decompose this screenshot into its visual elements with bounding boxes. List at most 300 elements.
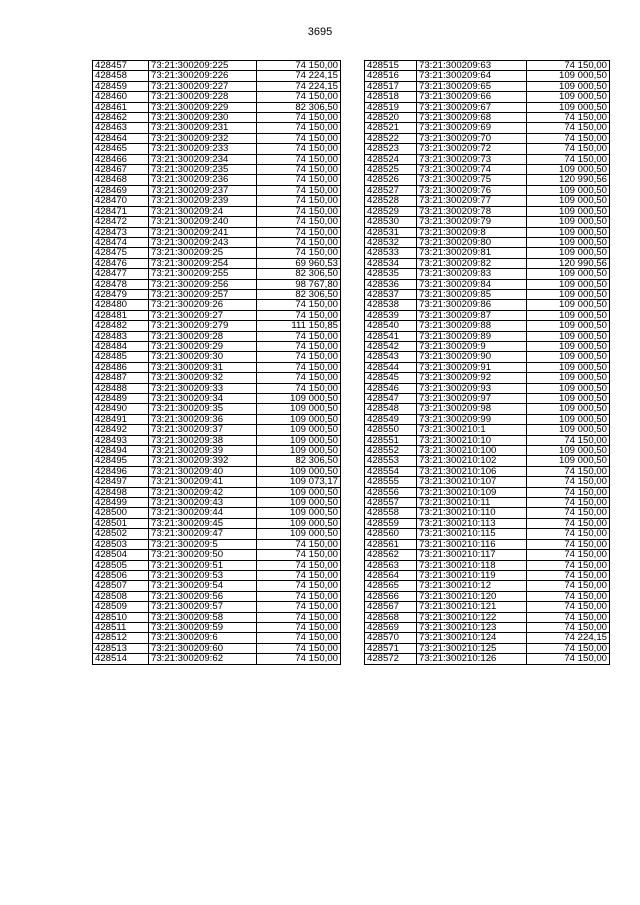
- row-number-cell: 428477: [93, 269, 149, 279]
- row-number-cell: 428460: [93, 92, 149, 102]
- value-cell: 74 150,00: [527, 508, 610, 518]
- value-cell: 109 000,50: [527, 279, 610, 289]
- cadastral-number-cell: 73:21:300209:25: [149, 248, 257, 258]
- row-number-cell: 428523: [365, 144, 417, 154]
- cadastral-number-cell: 73:21:300209:57: [149, 602, 257, 612]
- row-number-cell: 428474: [93, 237, 149, 247]
- value-cell: 82 306,50: [257, 456, 341, 466]
- cadastral-number-cell: 73:21:300210:124: [417, 633, 527, 643]
- cadastral-number-cell: 73:21:300209:93: [417, 383, 527, 393]
- table-row: [93, 518, 341, 528]
- cadastral-number-cell: 73:21:300209:35: [149, 404, 257, 414]
- cadastral-number-cell: 73:21:300209:392: [149, 456, 257, 466]
- row-number-cell: 428525: [365, 165, 417, 175]
- row-number-cell: 428492: [93, 425, 149, 435]
- row-number-cell: 428500: [93, 508, 149, 518]
- value-cell: 74 150,00: [257, 362, 341, 372]
- row-number-cell: 428491: [93, 414, 149, 424]
- cadastral-number-cell: 73:21:300210:117: [417, 550, 527, 560]
- row-number-cell: 428510: [93, 612, 149, 622]
- table-row: [93, 123, 341, 133]
- value-cell: 74 150,00: [527, 154, 610, 164]
- table-row: [365, 133, 610, 143]
- table-row: [93, 581, 341, 591]
- cadastral-number-cell: 73:21:300209:74: [417, 165, 527, 175]
- row-number-cell: 428482: [93, 321, 149, 331]
- cadastral-number-cell: 73:21:300209:229: [149, 102, 257, 112]
- row-number-cell: 428498: [93, 487, 149, 497]
- table-row: [365, 633, 610, 643]
- value-cell: 120 990,56: [527, 175, 610, 185]
- table-row: [365, 269, 610, 279]
- table-row: [93, 217, 341, 227]
- value-cell: 109 000,50: [527, 217, 610, 227]
- value-cell: 74 150,00: [257, 539, 341, 549]
- value-cell: 109 000,50: [527, 248, 610, 258]
- row-number-cell: 428459: [93, 81, 149, 91]
- row-number-cell: 428457: [93, 61, 149, 71]
- row-number-cell: 428479: [93, 289, 149, 299]
- cadastral-number-cell: 73:21:300209:63: [417, 61, 527, 71]
- row-number-cell: 428485: [93, 352, 149, 362]
- row-number-cell: 428486: [93, 362, 149, 372]
- table-row: [93, 477, 341, 487]
- cadastral-number-cell: 73:21:300209:81: [417, 248, 527, 258]
- cadastral-number-cell: 73:21:300209:47: [149, 529, 257, 539]
- value-cell: 74 150,00: [257, 560, 341, 570]
- value-cell: 109 000,50: [527, 456, 610, 466]
- value-cell: 109 000,50: [527, 102, 610, 112]
- table-row: [365, 102, 610, 112]
- cadastral-number-cell: 73:21:300209:72: [417, 144, 527, 154]
- table-row: [365, 394, 610, 404]
- row-number-cell: 428508: [93, 591, 149, 601]
- table-row: [365, 185, 610, 195]
- value-cell: 74 150,00: [527, 602, 610, 612]
- row-number-cell: 428524: [365, 154, 417, 164]
- table-row: [93, 456, 341, 466]
- cadastral-number-cell: 73:21:300209:235: [149, 165, 257, 175]
- value-cell: 109 000,50: [527, 352, 610, 362]
- value-cell: 74 150,00: [527, 560, 610, 570]
- value-cell: 74 150,00: [257, 61, 341, 71]
- row-number-cell: 428552: [365, 446, 417, 456]
- table-row: [93, 258, 341, 268]
- table-row: [365, 92, 610, 102]
- cadastral-number-cell: 73:21:300210:115: [417, 529, 527, 539]
- table-row: [365, 237, 610, 247]
- row-number-cell: 428521: [365, 123, 417, 133]
- value-cell: 74 150,00: [257, 300, 341, 310]
- value-cell: 74 150,00: [527, 539, 610, 549]
- row-number-cell: 428516: [365, 71, 417, 81]
- value-cell: 109 000,50: [257, 466, 341, 476]
- table-row: [93, 591, 341, 601]
- value-cell: 74 150,00: [257, 227, 341, 237]
- page-number: 3695: [307, 26, 333, 38]
- value-cell: 109 000,50: [527, 81, 610, 91]
- value-cell: 109 000,50: [257, 404, 341, 414]
- value-cell: 109 000,50: [527, 227, 610, 237]
- table-row: [365, 61, 610, 71]
- table-row: [365, 550, 610, 560]
- value-cell: 74 150,00: [257, 196, 341, 206]
- cadastral-number-cell: 73:21:300210:122: [417, 612, 527, 622]
- value-cell: 74 150,00: [527, 518, 610, 528]
- value-cell: 109 000,50: [257, 487, 341, 497]
- row-number-cell: 428558: [365, 508, 417, 518]
- row-number-cell: 428550: [365, 425, 417, 435]
- value-cell: 74 150,00: [527, 466, 610, 476]
- table-row: [365, 165, 610, 175]
- row-number-cell: 428535: [365, 269, 417, 279]
- row-number-cell: 428557: [365, 498, 417, 508]
- table-row: [93, 570, 341, 580]
- cadastral-number-cell: 73:21:300210:121: [417, 602, 527, 612]
- row-number-cell: 428468: [93, 175, 149, 185]
- row-number-cell: 428532: [365, 237, 417, 247]
- value-cell: 109 000,50: [527, 71, 610, 81]
- row-number-cell: 428507: [93, 581, 149, 591]
- cadastral-number-cell: 73:21:300209:69: [417, 123, 527, 133]
- value-cell: 74 150,00: [527, 133, 610, 143]
- table-row: [365, 570, 610, 580]
- cadastral-number-cell: 73:21:300209:59: [149, 622, 257, 632]
- cadastral-number-cell: 73:21:300209:30: [149, 352, 257, 362]
- row-number-cell: 428488: [93, 383, 149, 393]
- row-number-cell: 428542: [365, 341, 417, 351]
- table-row: [93, 144, 341, 154]
- cadastral-number-cell: 73:21:300209:86: [417, 300, 527, 310]
- table-row: [93, 206, 341, 216]
- cadastral-number-cell: 73:21:300209:79: [417, 217, 527, 227]
- table-row: [93, 237, 341, 247]
- row-number-cell: 428540: [365, 321, 417, 331]
- value-cell: 74 150,00: [257, 602, 341, 612]
- row-number-cell: 428502: [93, 529, 149, 539]
- value-cell: 82 306,50: [257, 289, 341, 299]
- table-row: [365, 487, 610, 497]
- table-row: [365, 456, 610, 466]
- table-row: [93, 643, 341, 653]
- value-cell: 82 306,50: [257, 102, 341, 112]
- value-cell: 74 150,00: [527, 61, 610, 71]
- table-row: [93, 383, 341, 393]
- row-number-cell: 428539: [365, 310, 417, 320]
- value-cell: 109 000,50: [257, 529, 341, 539]
- table-row: [365, 300, 610, 310]
- value-cell: 109 000,50: [527, 269, 610, 279]
- cadastral-number-cell: 73:21:300209:6: [149, 633, 257, 643]
- value-cell: 74 150,00: [257, 123, 341, 133]
- cadastral-number-cell: 73:21:300209:36: [149, 414, 257, 424]
- table-row: [93, 550, 341, 560]
- cadastral-number-cell: 73:21:300209:239: [149, 196, 257, 206]
- value-cell: 82 306,50: [257, 269, 341, 279]
- table-row: [365, 508, 610, 518]
- value-cell: 74 150,00: [257, 550, 341, 560]
- cadastral-number-cell: 73:21:300209:76: [417, 185, 527, 195]
- table-row: [365, 529, 610, 539]
- cadastral-number-cell: 73:21:300209:75: [417, 175, 527, 185]
- row-number-cell: 428504: [93, 550, 149, 560]
- cadastral-number-cell: 73:21:300210:116: [417, 539, 527, 549]
- value-cell: 74 150,00: [257, 612, 341, 622]
- table-row: [93, 425, 341, 435]
- value-cell: 74 150,00: [527, 591, 610, 601]
- table-row: [93, 622, 341, 632]
- value-cell: 120 990,56: [527, 258, 610, 268]
- row-number-cell: 428572: [365, 654, 417, 664]
- table-row: [365, 362, 610, 372]
- cadastral-number-cell: 73:21:300210:102: [417, 456, 527, 466]
- cadastral-number-cell: 73:21:300209:84: [417, 279, 527, 289]
- row-number-cell: 428505: [93, 560, 149, 570]
- value-cell: 74 150,00: [257, 352, 341, 362]
- row-number-cell: 428536: [365, 279, 417, 289]
- value-cell: 109 000,50: [527, 206, 610, 216]
- table-row: [365, 227, 610, 237]
- row-number-cell: 428560: [365, 529, 417, 539]
- table-row: [93, 227, 341, 237]
- table-row: [365, 71, 610, 81]
- cadastral-number-cell: 73:21:300209:58: [149, 612, 257, 622]
- cadastral-number-cell: 73:21:300209:85: [417, 289, 527, 299]
- row-number-cell: 428462: [93, 113, 149, 123]
- row-number-cell: 428499: [93, 498, 149, 508]
- table-row: [365, 622, 610, 632]
- value-cell: 109 000,50: [527, 362, 610, 372]
- value-cell: 74 150,00: [257, 341, 341, 351]
- value-cell: 74 150,00: [527, 113, 610, 123]
- cadastral-number-cell: 73:21:300209:254: [149, 258, 257, 268]
- value-cell: 74 150,00: [527, 570, 610, 580]
- row-number-cell: 428461: [93, 102, 149, 112]
- cadastral-number-cell: 73:21:300209:279: [149, 321, 257, 331]
- row-number-cell: 428556: [365, 487, 417, 497]
- value-cell: 69 960,53: [257, 258, 341, 268]
- cadastral-number-cell: 73:21:300209:44: [149, 508, 257, 518]
- row-number-cell: 428487: [93, 373, 149, 383]
- value-cell: 74 150,00: [257, 373, 341, 383]
- table-row: [365, 414, 610, 424]
- cadastral-number-cell: 73:21:300209:256: [149, 279, 257, 289]
- cadastral-number-cell: 73:21:300209:237: [149, 185, 257, 195]
- cadastral-number-cell: 73:21:300209:73: [417, 154, 527, 164]
- row-number-cell: 428563: [365, 560, 417, 570]
- cadastral-number-cell: 73:21:300210:119: [417, 570, 527, 580]
- table-row: [365, 602, 610, 612]
- table-row: [93, 196, 341, 206]
- row-number-cell: 428490: [93, 404, 149, 414]
- row-number-cell: 428527: [365, 185, 417, 195]
- cadastral-number-cell: 73:21:300209:28: [149, 331, 257, 341]
- row-number-cell: 428472: [93, 217, 149, 227]
- row-number-cell: 428506: [93, 570, 149, 580]
- row-number-cell: 428469: [93, 185, 149, 195]
- cadastral-number-cell: 73:21:300209:43: [149, 498, 257, 508]
- table-row: [93, 154, 341, 164]
- table-row: [365, 425, 610, 435]
- value-cell: 109 000,50: [527, 92, 610, 102]
- cadastral-number-cell: 73:21:300209:41: [149, 477, 257, 487]
- cadastral-number-cell: 73:21:300209:60: [149, 643, 257, 653]
- row-number-cell: 428537: [365, 289, 417, 299]
- row-number-cell: 428476: [93, 258, 149, 268]
- table-row: [365, 258, 610, 268]
- row-number-cell: 428569: [365, 622, 417, 632]
- cadastral-number-cell: 73:21:300210:126: [417, 654, 527, 664]
- cadastral-number-cell: 73:21:300209:92: [417, 373, 527, 383]
- table-row: [93, 508, 341, 518]
- cadastral-number-cell: 73:21:300209:68: [417, 113, 527, 123]
- row-number-cell: 428548: [365, 404, 417, 414]
- row-number-cell: 428501: [93, 518, 149, 528]
- value-cell: 109 000,50: [527, 196, 610, 206]
- table-row: [93, 321, 341, 331]
- value-cell: 74 150,00: [257, 154, 341, 164]
- row-number-cell: 428567: [365, 602, 417, 612]
- cadastral-number-cell: 73:21:300209:64: [417, 71, 527, 81]
- value-cell: 74 150,00: [527, 529, 610, 539]
- value-cell: 74 150,00: [257, 591, 341, 601]
- value-cell: 74 150,00: [527, 612, 610, 622]
- row-number-cell: 428497: [93, 477, 149, 487]
- cadastral-number-cell: 73:21:300209:32: [149, 373, 257, 383]
- row-number-cell: 428512: [93, 633, 149, 643]
- table-row: [93, 539, 341, 549]
- cadastral-number-cell: 73:21:300209:56: [149, 591, 257, 601]
- cadastral-number-cell: 73:21:300209:67: [417, 102, 527, 112]
- cadastral-number-cell: 73:21:300210:10: [417, 435, 527, 445]
- value-cell: 74 150,00: [257, 570, 341, 580]
- row-number-cell: 428570: [365, 633, 417, 643]
- cadastral-number-cell: 73:21:300209:26: [149, 300, 257, 310]
- value-cell: 109 000,50: [527, 383, 610, 393]
- row-number-cell: 428471: [93, 206, 149, 216]
- cadastral-number-cell: 73:21:300209:97: [417, 394, 527, 404]
- table-row: [365, 612, 610, 622]
- register-table-left: [92, 60, 341, 665]
- row-number-cell: 428564: [365, 570, 417, 580]
- row-number-cell: 428518: [365, 92, 417, 102]
- row-number-cell: 428514: [93, 654, 149, 664]
- table-row: [93, 92, 341, 102]
- value-cell: 109 000,50: [257, 394, 341, 404]
- table-row: [365, 321, 610, 331]
- cadastral-number-cell: 73:21:300210:109: [417, 487, 527, 497]
- cadastral-number-cell: 73:21:300210:100: [417, 446, 527, 456]
- cadastral-number-cell: 73:21:300210:12: [417, 581, 527, 591]
- value-cell: 74 150,00: [257, 331, 341, 341]
- row-number-cell: 428466: [93, 154, 149, 164]
- value-cell: 74 150,00: [527, 435, 610, 445]
- value-cell: 74 150,00: [257, 144, 341, 154]
- cadastral-number-cell: 73:21:300209:89: [417, 331, 527, 341]
- value-cell: 74 150,00: [527, 643, 610, 653]
- value-cell: 74 150,00: [257, 165, 341, 175]
- value-cell: 109 000,50: [527, 414, 610, 424]
- cadastral-number-cell: 73:21:300210:113: [417, 518, 527, 528]
- value-cell: 74 150,00: [257, 248, 341, 258]
- value-cell: 74 150,00: [257, 175, 341, 185]
- row-number-cell: 428571: [365, 643, 417, 653]
- cadastral-number-cell: 73:21:300209:226: [149, 71, 257, 81]
- cadastral-number-cell: 73:21:300209:45: [149, 518, 257, 528]
- register-table-right: [364, 60, 610, 665]
- row-number-cell: 428528: [365, 196, 417, 206]
- value-cell: 109 000,50: [527, 165, 610, 175]
- value-cell: 74 150,00: [527, 581, 610, 591]
- value-cell: 111 150,85: [257, 321, 341, 331]
- table-row: [365, 591, 610, 601]
- table-row: [93, 185, 341, 195]
- row-number-cell: 428553: [365, 456, 417, 466]
- value-cell: 109 000,50: [257, 435, 341, 445]
- cadastral-number-cell: 73:21:300209:39: [149, 446, 257, 456]
- value-cell: 74 150,00: [257, 206, 341, 216]
- value-cell: 109 000,50: [257, 498, 341, 508]
- row-number-cell: 428475: [93, 248, 149, 258]
- table-row: [365, 206, 610, 216]
- table-row: [365, 581, 610, 591]
- value-cell: 109 000,50: [257, 508, 341, 518]
- table-row: [93, 133, 341, 143]
- table-row: [365, 498, 610, 508]
- cadastral-number-cell: 73:21:300209:227: [149, 81, 257, 91]
- value-cell: 74 150,00: [527, 498, 610, 508]
- row-number-cell: 428529: [365, 206, 417, 216]
- cadastral-number-cell: 73:21:300209:80: [417, 237, 527, 247]
- cadastral-number-cell: 73:21:300209:5: [149, 539, 257, 549]
- row-number-cell: 428526: [365, 175, 417, 185]
- table-row: [93, 71, 341, 81]
- cadastral-number-cell: 73:21:300209:236: [149, 175, 257, 185]
- row-number-cell: 428559: [365, 518, 417, 528]
- cadastral-number-cell: 73:21:300209:255: [149, 269, 257, 279]
- table-row: [365, 373, 610, 383]
- value-cell: 109 000,50: [527, 404, 610, 414]
- cadastral-number-cell: 73:21:300209:232: [149, 133, 257, 143]
- row-number-cell: 428551: [365, 435, 417, 445]
- row-number-cell: 428458: [93, 71, 149, 81]
- table-row: [93, 352, 341, 362]
- row-number-cell: 428503: [93, 539, 149, 549]
- table-row: [365, 289, 610, 299]
- cadastral-number-cell: 73:21:300209:34: [149, 394, 257, 404]
- cadastral-number-cell: 73:21:300209:90: [417, 352, 527, 362]
- table-row: [365, 435, 610, 445]
- value-cell: 74 150,00: [257, 92, 341, 102]
- cadastral-number-cell: 73:21:300210:106: [417, 466, 527, 476]
- cadastral-number-cell: 73:21:300209:40: [149, 466, 257, 476]
- table-row: [93, 300, 341, 310]
- cadastral-number-cell: 73:21:300209:87: [417, 310, 527, 320]
- cadastral-number-cell: 73:21:300210:123: [417, 622, 527, 632]
- row-number-cell: 428519: [365, 102, 417, 112]
- table-row: [365, 477, 610, 487]
- cadastral-number-cell: 73:21:300210:1: [417, 425, 527, 435]
- table-row: [93, 248, 341, 258]
- table-row: [365, 404, 610, 414]
- value-cell: 74 150,00: [257, 654, 341, 664]
- table-row: [93, 362, 341, 372]
- cadastral-number-cell: 73:21:300209:29: [149, 341, 257, 351]
- cadastral-number-cell: 73:21:300210:118: [417, 560, 527, 570]
- row-number-cell: 428534: [365, 258, 417, 268]
- table-row: [93, 102, 341, 112]
- row-number-cell: 428555: [365, 477, 417, 487]
